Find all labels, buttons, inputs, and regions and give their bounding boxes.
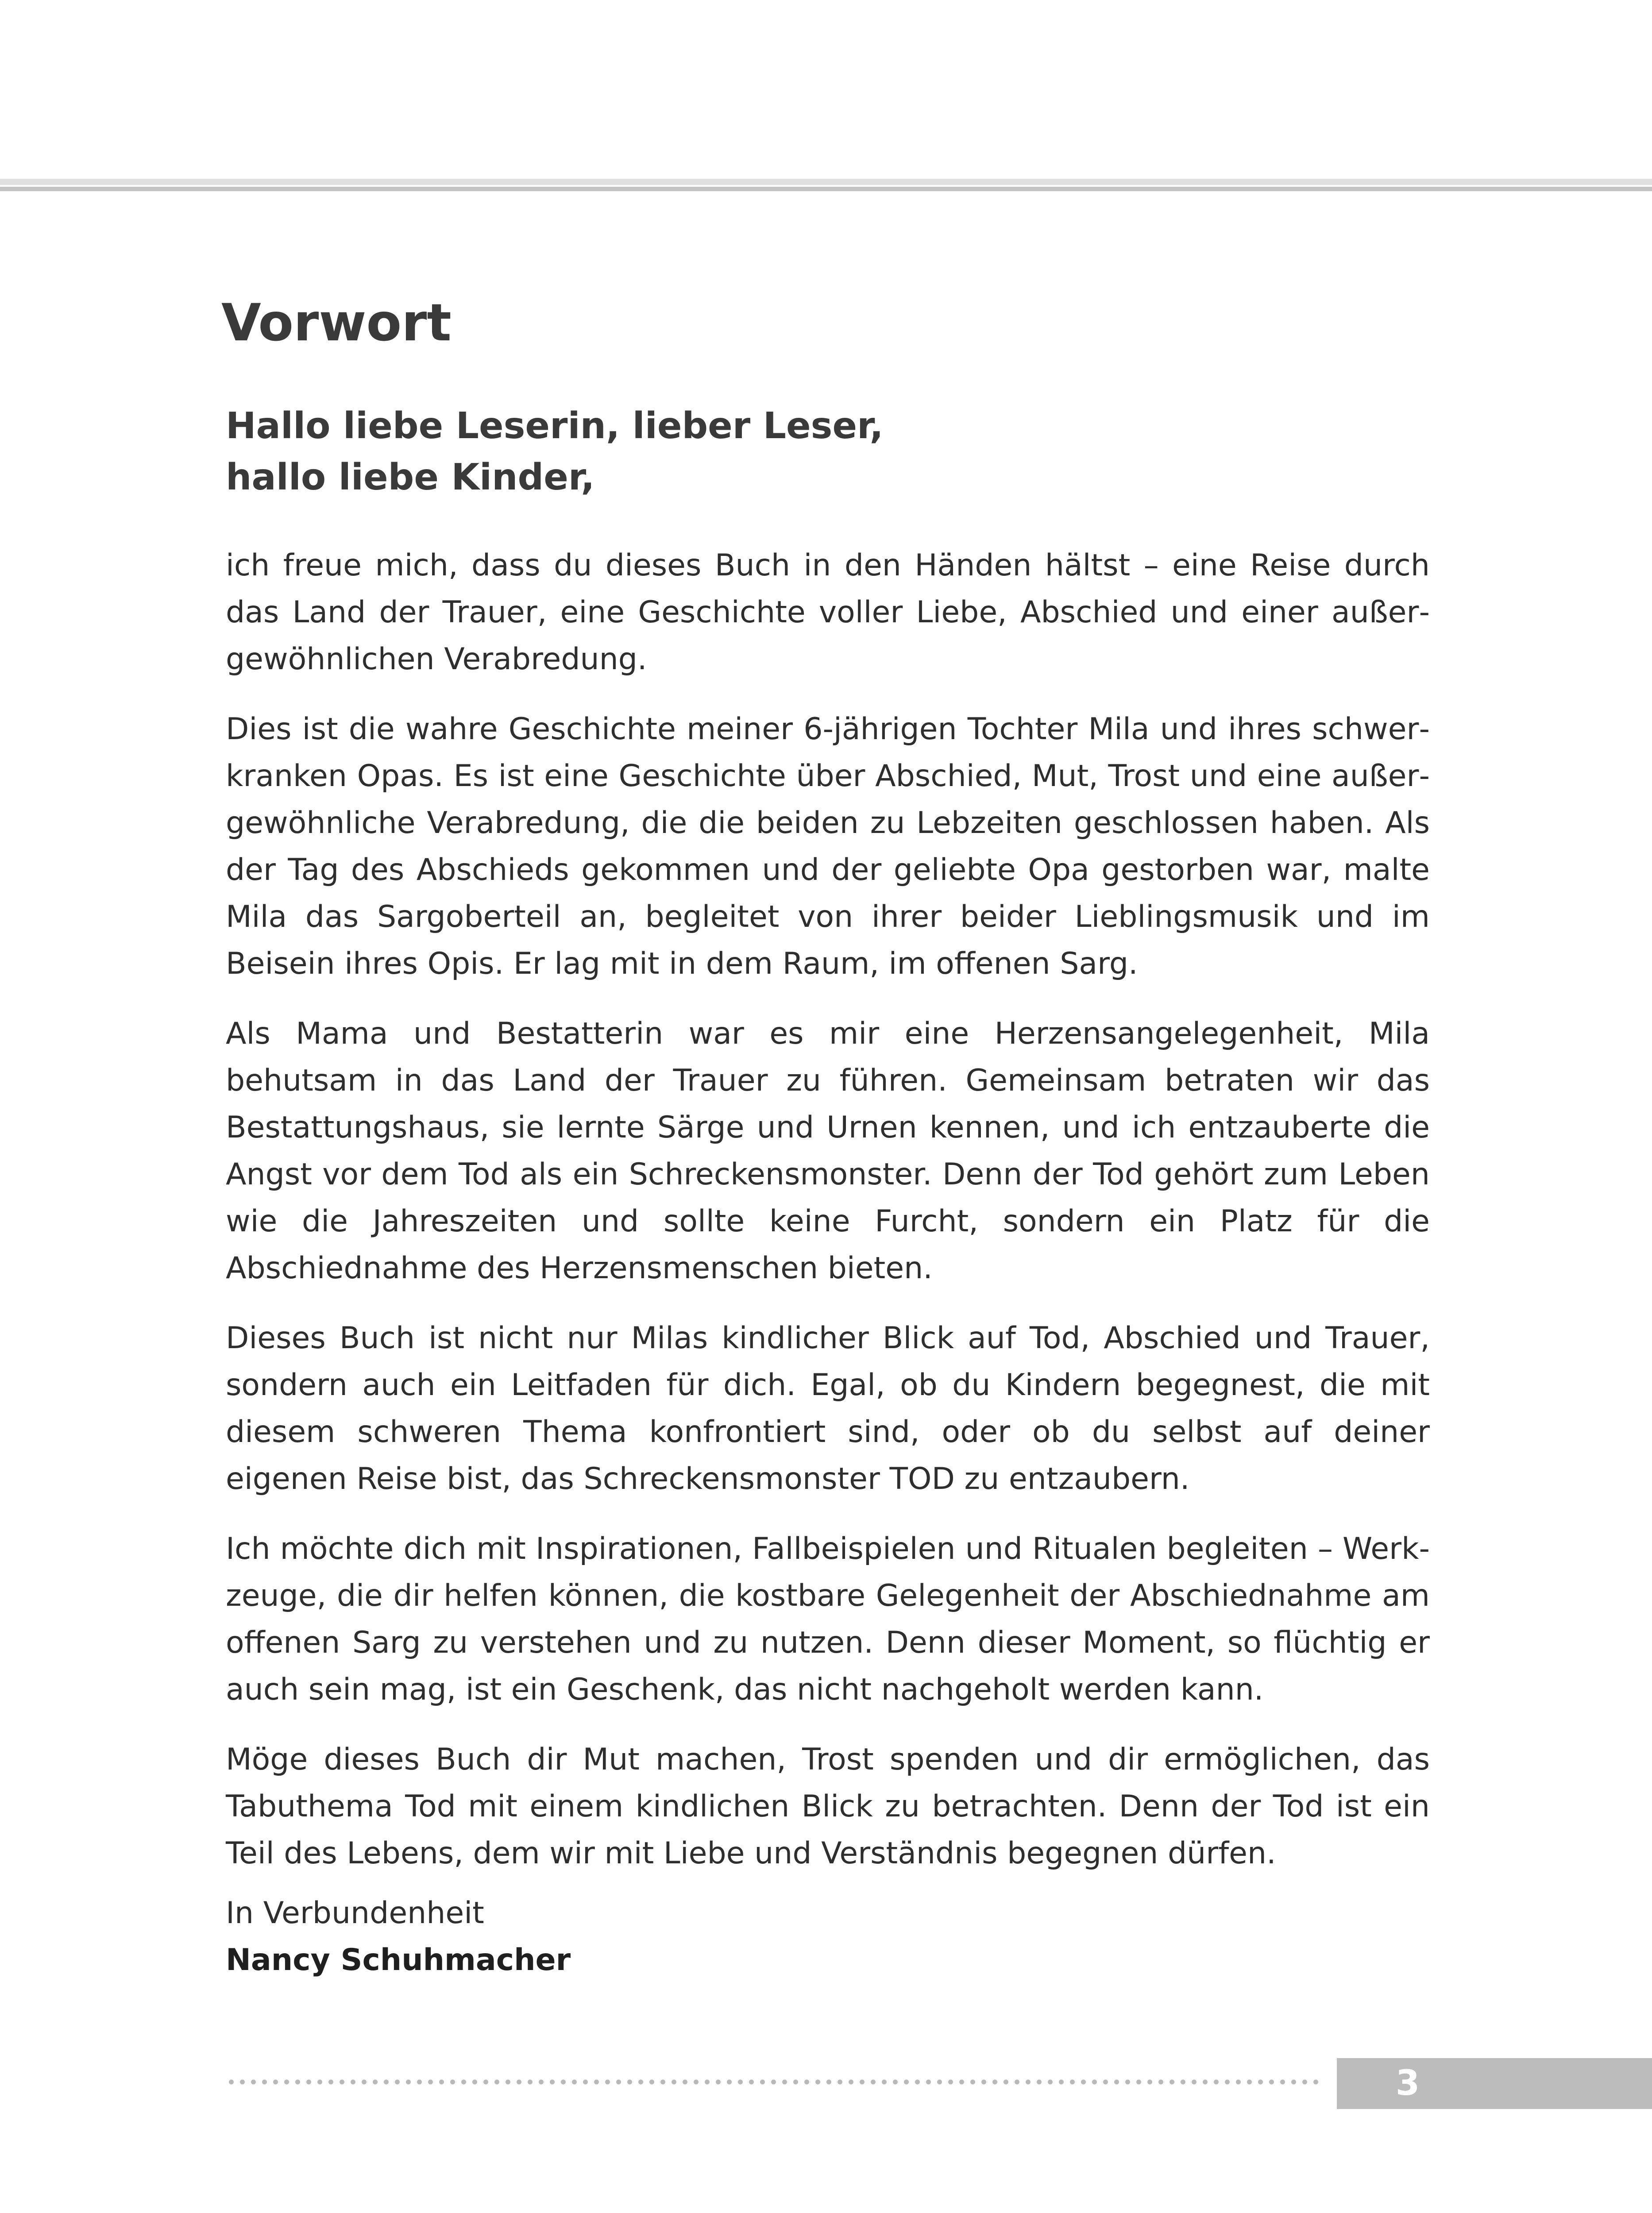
paragraph-3: Als Mama und Bestatterin war es mir eine Herzensangelegenheit, Mila behutsam in das Land der Trauer zu führen. Gemeinsam betraten wir das Bestattungshaus, sie lernte Särge und Urnen kennen, und ich entzauberte die Angst vor dem Tod als ein Schreckensmonster. Denn der Tod gehört zum Leben wie die Jahreszeiten und sollte keine Furcht, sondern ein Platz für die Abschiednahme des Herzensmenschen bieten. bbox=[226, 1016, 1430, 1286]
body-text bbox=[226, 542, 1430, 1900]
page-number-box bbox=[1337, 2058, 1652, 2109]
greeting-line-2: hallo liebe Kinder, bbox=[226, 456, 595, 498]
page-number: 3 bbox=[1395, 2063, 1420, 2103]
paragraph-5: Ich möchte dich mit Inspirationen, Fallbeispielen und Ritualen begleiten – Werkzeuge, die dir helfen können, die kostbare Gelegenheit der Abschiednahme am offenen Sarg zu verstehen und zu nutzen. Denn dieser Moment, so flüchtig er auch sein mag, ist ein Geschenk, das nicht nachgeholt werden kann. bbox=[226, 1531, 1430, 1707]
header-rule-light bbox=[0, 179, 1652, 185]
paragraph-6: Möge dieses Buch dir Mut machen, Trost spenden und dir ermöglichen, das Tabuthema Tod mit einem kindlichen Blick zu betrachten. Denn der Tod ist ein Teil des Lebens, dem wir mit Liebe und Verständnis begegnen dürfen. bbox=[226, 1742, 1430, 1871]
header-rule-dark bbox=[0, 187, 1652, 191]
page-title: Vorwort bbox=[221, 293, 452, 353]
paragraph-1: ich freue mich, dass du dieses Buch in den Händen hältst – eine Reise durch das Land der Trauer, eine Geschichte voller Liebe, Abschied und einer außergewöhnlichen Verabredung. bbox=[226, 548, 1430, 677]
greeting bbox=[226, 401, 884, 503]
author-name: Nancy Schuhmacher bbox=[226, 1943, 571, 1978]
closing bbox=[226, 1890, 571, 1984]
footer-dotted-rule bbox=[226, 2079, 1319, 2085]
paragraph-2: Dies ist die wahre Geschichte meiner 6-jährigen Tochter Mila und ihres schwerkranken Opas. Es ist eine Geschichte über Abschied, Mut, Trost und eine außergewöhnliche Verabredung, die die beiden zu Lebzeiten geschlossen haben. Als der Tag des Abschieds gekommen und der geliebte Opa gestorben war, malte Mila das Sargoberteil an, begleitet von ihrer beider Lieblingsmusik und im Beisein ihres Opis. Er lag mit in dem Raum, im offenen Sarg. bbox=[226, 712, 1430, 981]
greeting-line-1: Hallo liebe Leserin, lieber Leser, bbox=[226, 405, 884, 447]
paragraph-4: Dieses Buch ist nicht nur Milas kindlicher Blick auf Tod, Abschied und Trauer, sondern auch ein Leitfaden für dich. Egal, ob du Kindern begegnest, die mit diesem schweren Thema konfrontiert sind, oder ob du selbst auf deiner eigenen Reise bist, das Schreckensmonster TOD zu entzaubern. bbox=[226, 1321, 1430, 1496]
sign-off: In Verbundenheit bbox=[226, 1896, 484, 1931]
